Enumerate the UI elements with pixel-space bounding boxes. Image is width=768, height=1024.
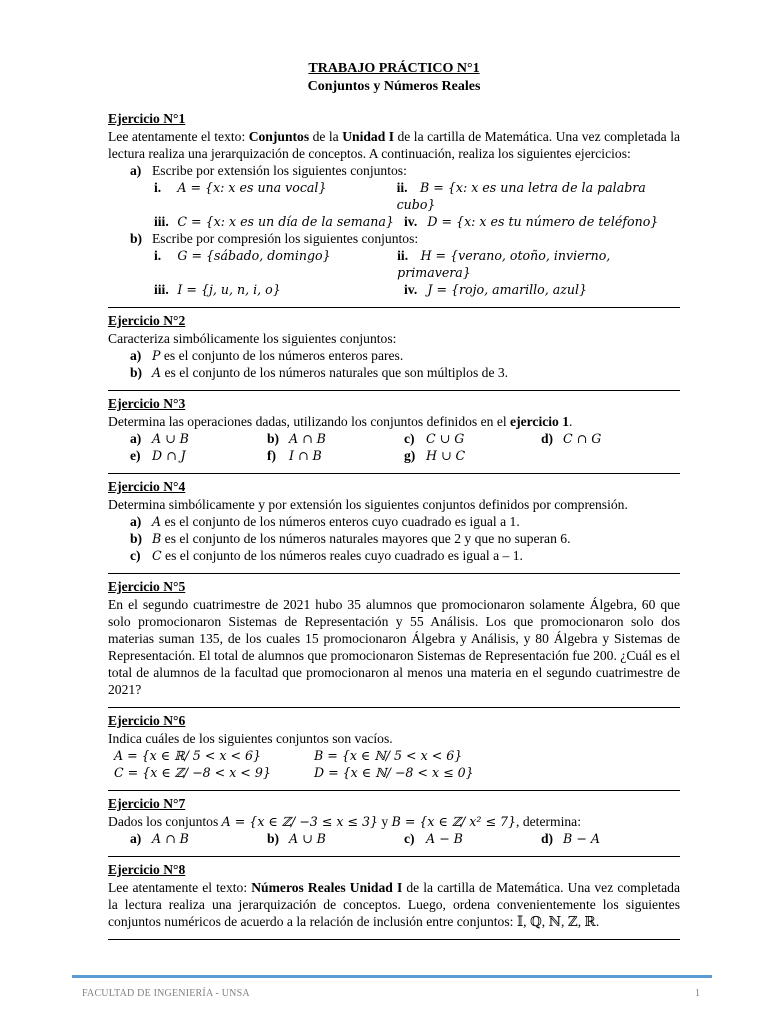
item-label: i. — [154, 248, 162, 263]
math-expression: D = {x ∈ ℕ/ −8 < x ≤ 0} — [314, 765, 474, 780]
exercise-6 — [108, 712, 680, 791]
exercise-1-b — [108, 230, 680, 247]
exercise-3-row1 — [108, 430, 680, 447]
item-label: iii. — [154, 214, 169, 229]
math-expression: C = {x ∈ ℤ/ −8 < x < 9} — [114, 765, 271, 780]
item-label: b) — [130, 365, 143, 380]
math-expression: A ∩ B — [289, 431, 326, 446]
item-label: a) — [130, 348, 142, 363]
exercise-6-intro: Indica cuáles de los siguientes conjuntos son vacíos. — [108, 731, 393, 746]
exercise-4-c — [108, 547, 680, 564]
math-expression: C ∩ G — [563, 431, 602, 446]
text-run: y — [378, 814, 392, 829]
exercise-8-text — [108, 879, 680, 930]
document-content — [108, 60, 680, 940]
item-label: iv. — [404, 282, 418, 297]
divider — [108, 473, 680, 474]
item-text: es el conjunto de los números enteros pares. — [160, 348, 404, 363]
text-run: Lee atentamente el texto: — [108, 129, 249, 144]
math-expression: B − A — [563, 831, 600, 846]
text-run: de la cartilla de Matemática. Una vez completada la lectura realiza una jerarquización de conceptos. A continuación, realiza los siguientes ejercicios: — [108, 129, 680, 161]
math-expression: H = {verano, otoño, invierno, primavera} — [397, 248, 611, 280]
divider — [108, 790, 680, 791]
exercise-3-row2 — [108, 447, 680, 464]
exercise-2-heading: Ejercicio N°2 — [108, 313, 186, 328]
exercise-3 — [108, 395, 680, 474]
exercise-1-intro — [108, 128, 680, 162]
math-expression: A = {x: x es una vocal} — [177, 180, 327, 195]
math-symbol: C — [152, 548, 162, 563]
math-symbol: B — [152, 531, 162, 546]
exercise-6-heading: Ejercicio N°6 — [108, 713, 186, 728]
exercise-6-row2 — [108, 764, 680, 781]
exercise-1-b-row2 — [108, 281, 680, 298]
exercise-6-row1 — [108, 747, 680, 764]
math-expression: B = {x ∈ ℤ/ x² ≤ 7} — [391, 814, 517, 829]
exercise-3-intro — [108, 413, 680, 430]
exercise-5-heading: Ejercicio N°5 — [108, 579, 186, 594]
item-label: b) — [267, 831, 280, 846]
exercise-1-a-row2 — [108, 213, 680, 230]
item-label: i. — [154, 180, 162, 195]
page-subtitle: Conjuntos y Números Reales — [307, 79, 481, 94]
math-expression: A = {x ∈ ℤ/ −3 ≤ x ≤ 3} — [221, 814, 379, 829]
item-label: c) — [404, 431, 415, 446]
item-label: f) — [267, 448, 277, 463]
text-run: de la cartilla de Matemática. Una vez completada la lectura realiza una jerarquización de conceptos. Luego, ordena convenientemente los siguientes conjuntos numéricos de acuerdo a la relación de inclusión entre conjuntos: 𝕀, ℚ, ℕ, ℤ, ℝ. — [108, 880, 680, 929]
item-label: a) — [130, 514, 142, 529]
math-expression: I ∩ B — [289, 448, 322, 463]
divider — [108, 707, 680, 708]
exercise-2-b — [108, 364, 680, 381]
math-expression: B = {x ∈ ℕ/ 5 < x < 6} — [314, 748, 463, 763]
math-expression: A = {x ∈ ℝ/ 5 < x < 6} — [114, 748, 262, 763]
item-label: ii. — [396, 180, 408, 195]
text-run: . — [569, 414, 573, 429]
item-label: b) — [130, 531, 143, 546]
exercise-7-heading: Ejercicio N°7 — [108, 796, 186, 811]
item-text: es el conjunto de los números reales cuyo cuadrado es igual a – 1. — [161, 548, 523, 563]
exercise-7-items — [108, 830, 680, 847]
text-bold: Unidad I — [342, 129, 395, 144]
math-expression: H ∪ C — [426, 448, 466, 463]
math-expression: B = {x: x es una letra de la palabra cubo} — [396, 180, 646, 212]
math-expression: A ∪ B — [289, 831, 326, 846]
exercise-4-b — [108, 530, 680, 547]
exercise-3-heading: Ejercicio N°3 — [108, 396, 186, 411]
item-label: b) — [267, 431, 280, 446]
item-label: ii. — [397, 248, 409, 263]
divider — [108, 307, 680, 308]
page-number: 1 — [695, 988, 700, 999]
math-expression: D ∩ J — [152, 448, 186, 463]
exercise-5-text: En el segundo cuatrimestre de 2021 hubo 35 alumnos que promocionaron solamente Álgebra, 60 que solo promocionaron Sistemas de Representación y 55 Análisis. Los que promocionaron solo dos materias suman 135, de los cuales 15 promocionaron Álgebra y Análisis, y 80 Álgebra y Sistemas de Representación. El total de alumnos que promocionaron Sistemas de Representación fue 200. ¿Cuál es el total de alumnos de la facultad que promocionaron al menos una materia en el segundo cuatrimestre de 2021? — [108, 597, 680, 697]
math-expression: A ∩ B — [152, 831, 189, 846]
exercise-4-a — [108, 513, 680, 530]
exercise-7 — [108, 795, 680, 857]
exercise-2 — [108, 312, 680, 391]
item-label: a) — [130, 163, 142, 178]
item-text: Escribe por extensión los siguientes conjuntos: — [152, 163, 407, 178]
math-expression: A − B — [426, 831, 463, 846]
math-expression: G = {sábado, domingo} — [177, 248, 331, 263]
math-expression: I = {j, u, n, i, o} — [177, 282, 281, 297]
divider — [108, 939, 680, 940]
divider — [108, 856, 680, 857]
text-run: de la — [309, 129, 343, 144]
exercise-7-intro — [108, 813, 680, 830]
math-expression: A ∪ B — [152, 431, 189, 446]
text-bold: Conjuntos — [248, 129, 310, 144]
item-label: e) — [130, 448, 141, 463]
text-run: Dados los conjuntos — [108, 814, 222, 829]
divider — [108, 390, 680, 391]
text-run: Lee atentamente el texto: — [108, 880, 252, 895]
divider — [108, 573, 680, 574]
exercise-1 — [108, 110, 680, 308]
math-expression: C ∪ G — [426, 431, 465, 446]
exercise-1-heading: Ejercicio N°1 — [108, 111, 186, 126]
text-run: Determina las operaciones dadas, utilizando los conjuntos definidos en el — [108, 414, 511, 429]
text-run: , determina: — [516, 814, 581, 829]
math-symbol: A — [152, 365, 162, 380]
item-text: es el conjunto de los números enteros cuyo cuadrado es igual a 1. — [161, 514, 520, 529]
exercise-4-heading: Ejercicio N°4 — [108, 479, 186, 494]
page-title: TRABAJO PRÁCTICO N°1 — [308, 61, 480, 76]
item-label: iii. — [154, 282, 169, 297]
footer-rule — [72, 975, 712, 978]
item-label: g) — [404, 448, 416, 463]
math-symbol: P — [152, 348, 161, 363]
exercise-1-b-row1 — [108, 247, 680, 281]
math-symbol: A — [152, 514, 162, 529]
item-label: d) — [541, 831, 554, 846]
exercise-4 — [108, 478, 680, 574]
item-label: iv. — [404, 214, 418, 229]
exercise-4-intro: Determina simbólicamente y por extensión los siguientes conjuntos definidos por comprensión. — [108, 497, 628, 512]
item-label: a) — [130, 431, 142, 446]
exercise-1-a-row1 — [108, 179, 680, 213]
footer-institution: FACULTAD DE INGENIERÍA - UNSA — [82, 988, 250, 999]
text-bold: Números Reales Unidad I — [251, 880, 403, 895]
exercise-5 — [108, 578, 680, 708]
exercise-2-intro: Caracteriza simbólicamente los siguientes conjuntos: — [108, 331, 397, 346]
text-bold: ejercicio 1 — [510, 414, 570, 429]
item-text: es el conjunto de los números naturales que son múltiplos de 3. — [161, 365, 509, 380]
item-text: es el conjunto de los números naturales mayores que 2 y que no superan 6. — [161, 531, 571, 546]
math-expression: D = {x: x es tu número de teléfono} — [427, 214, 659, 229]
exercise-2-a — [108, 347, 680, 364]
math-expression: J = {rojo, amarillo, azul} — [427, 282, 588, 297]
item-label: c) — [130, 548, 141, 563]
item-label: b) — [130, 231, 143, 246]
exercise-1-a — [108, 162, 680, 179]
item-label: d) — [541, 431, 554, 446]
item-label: a) — [130, 831, 142, 846]
item-text: Escribe por compresión los siguientes conjuntos: — [152, 231, 419, 246]
math-expression: C = {x: x es un día de la semana} — [177, 214, 394, 229]
item-label: c) — [404, 831, 415, 846]
exercise-8-heading: Ejercicio N°8 — [108, 862, 186, 877]
exercise-8 — [108, 861, 680, 940]
